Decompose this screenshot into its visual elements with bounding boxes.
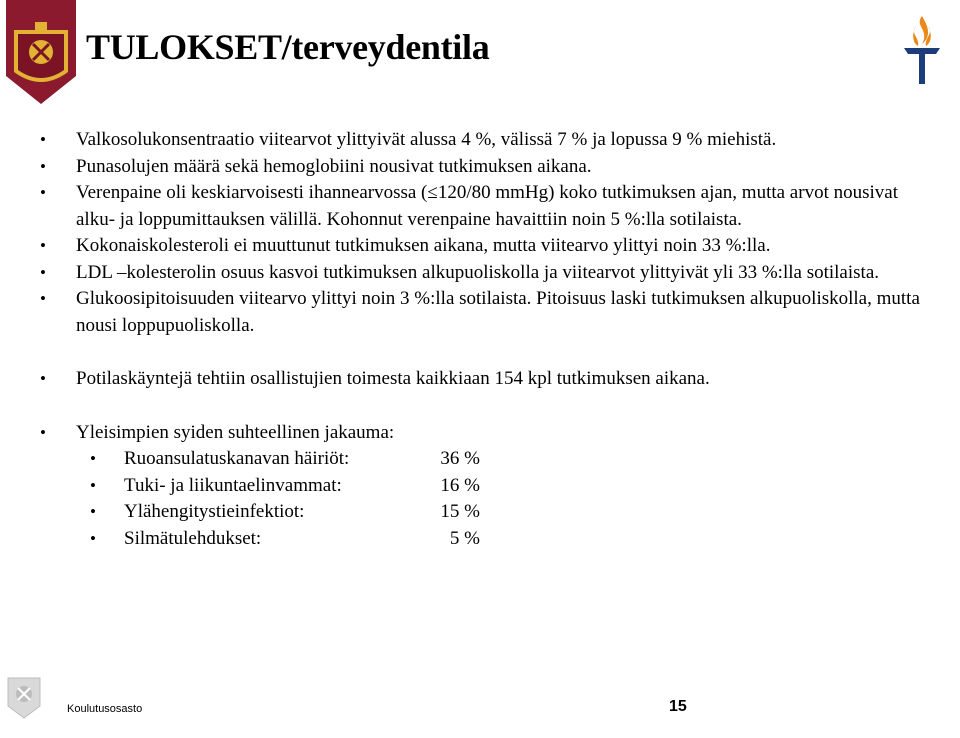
bullet-dot: • [40, 130, 46, 149]
bullet-dot: • [40, 289, 46, 308]
bullet-dot: • [40, 262, 46, 282]
bullet-dot: • [40, 156, 46, 176]
distribution-heading: • Yleisimpien syiden suhteellinen jakauma: [40, 420, 920, 447]
bullet-dot: • [90, 475, 96, 495]
distribution-item: • Ylähengitystieinfektiot: 15 % [40, 499, 920, 526]
distribution-item: • Tuki- ja liikuntaelinvammat: 16 % [40, 473, 920, 500]
bullet-dot: • [90, 449, 96, 468]
bullet-dot: • [40, 183, 46, 202]
bullet-dot: • [90, 502, 96, 521]
lion-emblem-icon [6, 676, 42, 720]
visits-bullet: • Potilaskäyntejä tehtiin osallistujien toimesta kaikkiaan 154 kpl tutkimuksen aikana. [40, 366, 920, 393]
slide-title: TULOKSET/terveydentila [86, 27, 490, 67]
bullet-dot: • [40, 369, 46, 388]
bullet-item: • Verenpaine oli keskiarvoisesti ihannearvossa (≤120/80 mmHg) koko tutkimuksen ajan, mutta arvot nousivat alku- ja loppumittauksen välillä. Kohonnut verenpaine havaittiin noin 5 %:lla sotilaista. [40, 182, 898, 230]
bullet-item: • LDL –kolesterolin osuus kasvoi tutkimuksen alkupuoliskolla ja viitearvot ylittyivät yli 33 %:lla sotilaista. [40, 260, 920, 287]
bullet-dot: • [90, 528, 96, 548]
defence-forces-crest-icon [6, 0, 76, 104]
bullet-item: • Punasolujen määrä sekä hemoglobiini nousivat tutkimuksen aikana. [40, 154, 920, 181]
footer-department: Koulutusosasto [67, 703, 143, 715]
distribution-item: • Silmätulehdukset: 5 % [40, 526, 920, 553]
bullet-list [40, 127, 920, 552]
bullet-dot: • [40, 422, 46, 442]
page-number: 15 [669, 698, 687, 715]
torch-logo-icon [900, 14, 944, 84]
bullet-dot: • [40, 236, 46, 255]
bullet-item: • Valkosolukonsentraatio viitearvot ylittyivät alussa 4 %, välissä 7 % ja lopussa 9 % miehistä. [40, 127, 920, 154]
bullet-item: • Glukoosipitoisuuden viitearvo ylittyi noin 3 %:lla sotilaista. Pitoisuus laski tutkimuksen alkupuoliskolla, mutta nousi loppupuoliskolla. [40, 288, 920, 336]
bullet-item: • Kokonaiskolesteroli ei muuttunut tutkimuksen aikana, mutta viitearvo ylittyi noin 33 %:lla. [40, 233, 920, 260]
distribution-item: • Ruoansulatuskanavan häiriöt: 36 % [40, 446, 920, 473]
